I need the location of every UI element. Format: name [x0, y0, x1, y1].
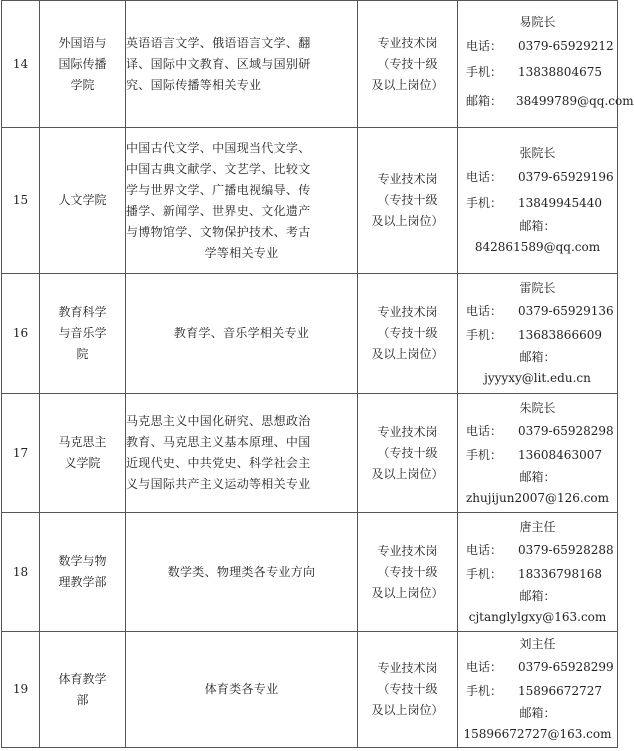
contact-email-label: 邮箱：: [519, 706, 556, 720]
contact-phone: 电话： 0379-65929136: [466, 304, 614, 318]
contact-mobile: 手机： 13838804675: [466, 64, 602, 79]
majors-cell: 中国古代文学、中国现当代文学、 中国古典文献学、文艺学、比较文 学与世界文学、广播电视编导、传 播学、新闻学、世界史、文化遗产 与博物馆学、文物保护技术、考古 学等相关专业: [126, 128, 358, 274]
row-number: 19: [2, 632, 40, 748]
contact-cell: [458, 128, 618, 274]
post-type: 专业技术岗 （专技十级 及以上岗位）: [358, 128, 458, 274]
contact-email: jyyyxy@lit.edu.cn: [484, 371, 591, 385]
contact-cell: [458, 513, 618, 632]
college-name: 外国语与 国际传播 学院: [40, 1, 126, 128]
contact-cell: [458, 1, 634, 128]
college-name: 马克思主 义学院: [40, 394, 126, 513]
contact-phone: 电话： 0379-65929196: [466, 170, 614, 184]
contact-email: 842861589@qq.com: [474, 240, 601, 254]
row-number: 14: [2, 1, 40, 128]
college-name: 体育教学 部: [40, 632, 126, 748]
contact-phone: 电话： 0379-65928288: [466, 542, 614, 557]
post-type: 专业技术岗 （专技十级 及以上岗位）: [358, 394, 458, 513]
contact-name: 雷院长: [519, 281, 556, 295]
row-number: 17: [2, 394, 40, 513]
contact-phone: 电话： 0379-65928299: [466, 660, 614, 674]
table-row: [2, 513, 618, 632]
contact-name: 唐主任: [519, 519, 556, 534]
contact-email: 邮箱： 38499789@qq.com: [466, 93, 634, 108]
college-name: 数学与物 理教学部: [40, 513, 126, 632]
row-number: 16: [2, 274, 40, 394]
contact-name: 朱院长: [519, 400, 556, 415]
contact-email-label: 邮箱：: [519, 469, 556, 484]
table-row: [2, 274, 618, 394]
contact-name: 张院长: [519, 146, 556, 160]
table-row: [2, 394, 618, 513]
contact-email-label: 邮箱：: [519, 219, 556, 233]
table-row: [2, 632, 618, 748]
post-type: 专业技术岗 （专技十级 及以上岗位）: [358, 274, 458, 394]
college-name: 教育科学 与音乐学 院: [40, 274, 126, 394]
table-row: [2, 128, 618, 274]
contact-mobile: 手机： 13849945440: [466, 196, 602, 210]
contact-name: 易院长: [519, 14, 556, 29]
contact-email: zhujijun2007@126.com: [465, 490, 610, 505]
recruitment-table: [1, 0, 634, 748]
majors-cell: 英语语言文学、俄语语言文学、翻 译、国际中文教育、区域与国别研 究、国际传播等相关专业: [126, 1, 358, 128]
contact-phone: 电话： 0379-65928298: [466, 423, 614, 438]
contact-email: cjtanglylgxy@163.com: [468, 609, 607, 624]
contact-phone: 电话： 0379-65929212: [466, 38, 614, 53]
contact-name: 刘主任: [519, 637, 556, 651]
post-type: 专业技术岗 （专技十级 及以上岗位）: [358, 513, 458, 632]
post-type: 专业技术岗 （专技十级 及以上岗位）: [358, 1, 458, 128]
contact-mobile: 手机： 13683866609: [466, 328, 602, 342]
contact-cell: [458, 274, 618, 394]
contact-mobile: 手机： 15896672727: [466, 684, 602, 698]
contact-email-label: 邮箱：: [519, 350, 556, 364]
row-number: 18: [2, 513, 40, 632]
contact-cell: [458, 394, 618, 513]
majors-cell: 马克思主义中国化研究、思想政治 教育、马克思主义基本原理、中国 近现代史、中共党史、科学社会主 义与国际共产主义运动等相关专业: [126, 394, 358, 513]
contact-mobile: 手机： 13608463007: [466, 447, 602, 462]
row-number: 15: [2, 128, 40, 274]
contact-mobile: 手机： 18336798168: [466, 566, 602, 581]
contact-cell: [458, 632, 618, 748]
college-name: 人文学院: [40, 128, 126, 274]
majors-cell: 数学类、物理类各专业方向: [126, 513, 358, 632]
contact-email: 15896672727@163.com: [463, 727, 612, 741]
majors-cell: 体育类各专业: [126, 632, 358, 748]
majors-cell: 教育学、音乐学相关专业: [126, 274, 358, 394]
post-type: 专业技术岗 （专技十级 及以上岗位）: [358, 632, 458, 748]
contact-email-label: 邮箱：: [519, 588, 556, 603]
table-row: [2, 1, 618, 128]
